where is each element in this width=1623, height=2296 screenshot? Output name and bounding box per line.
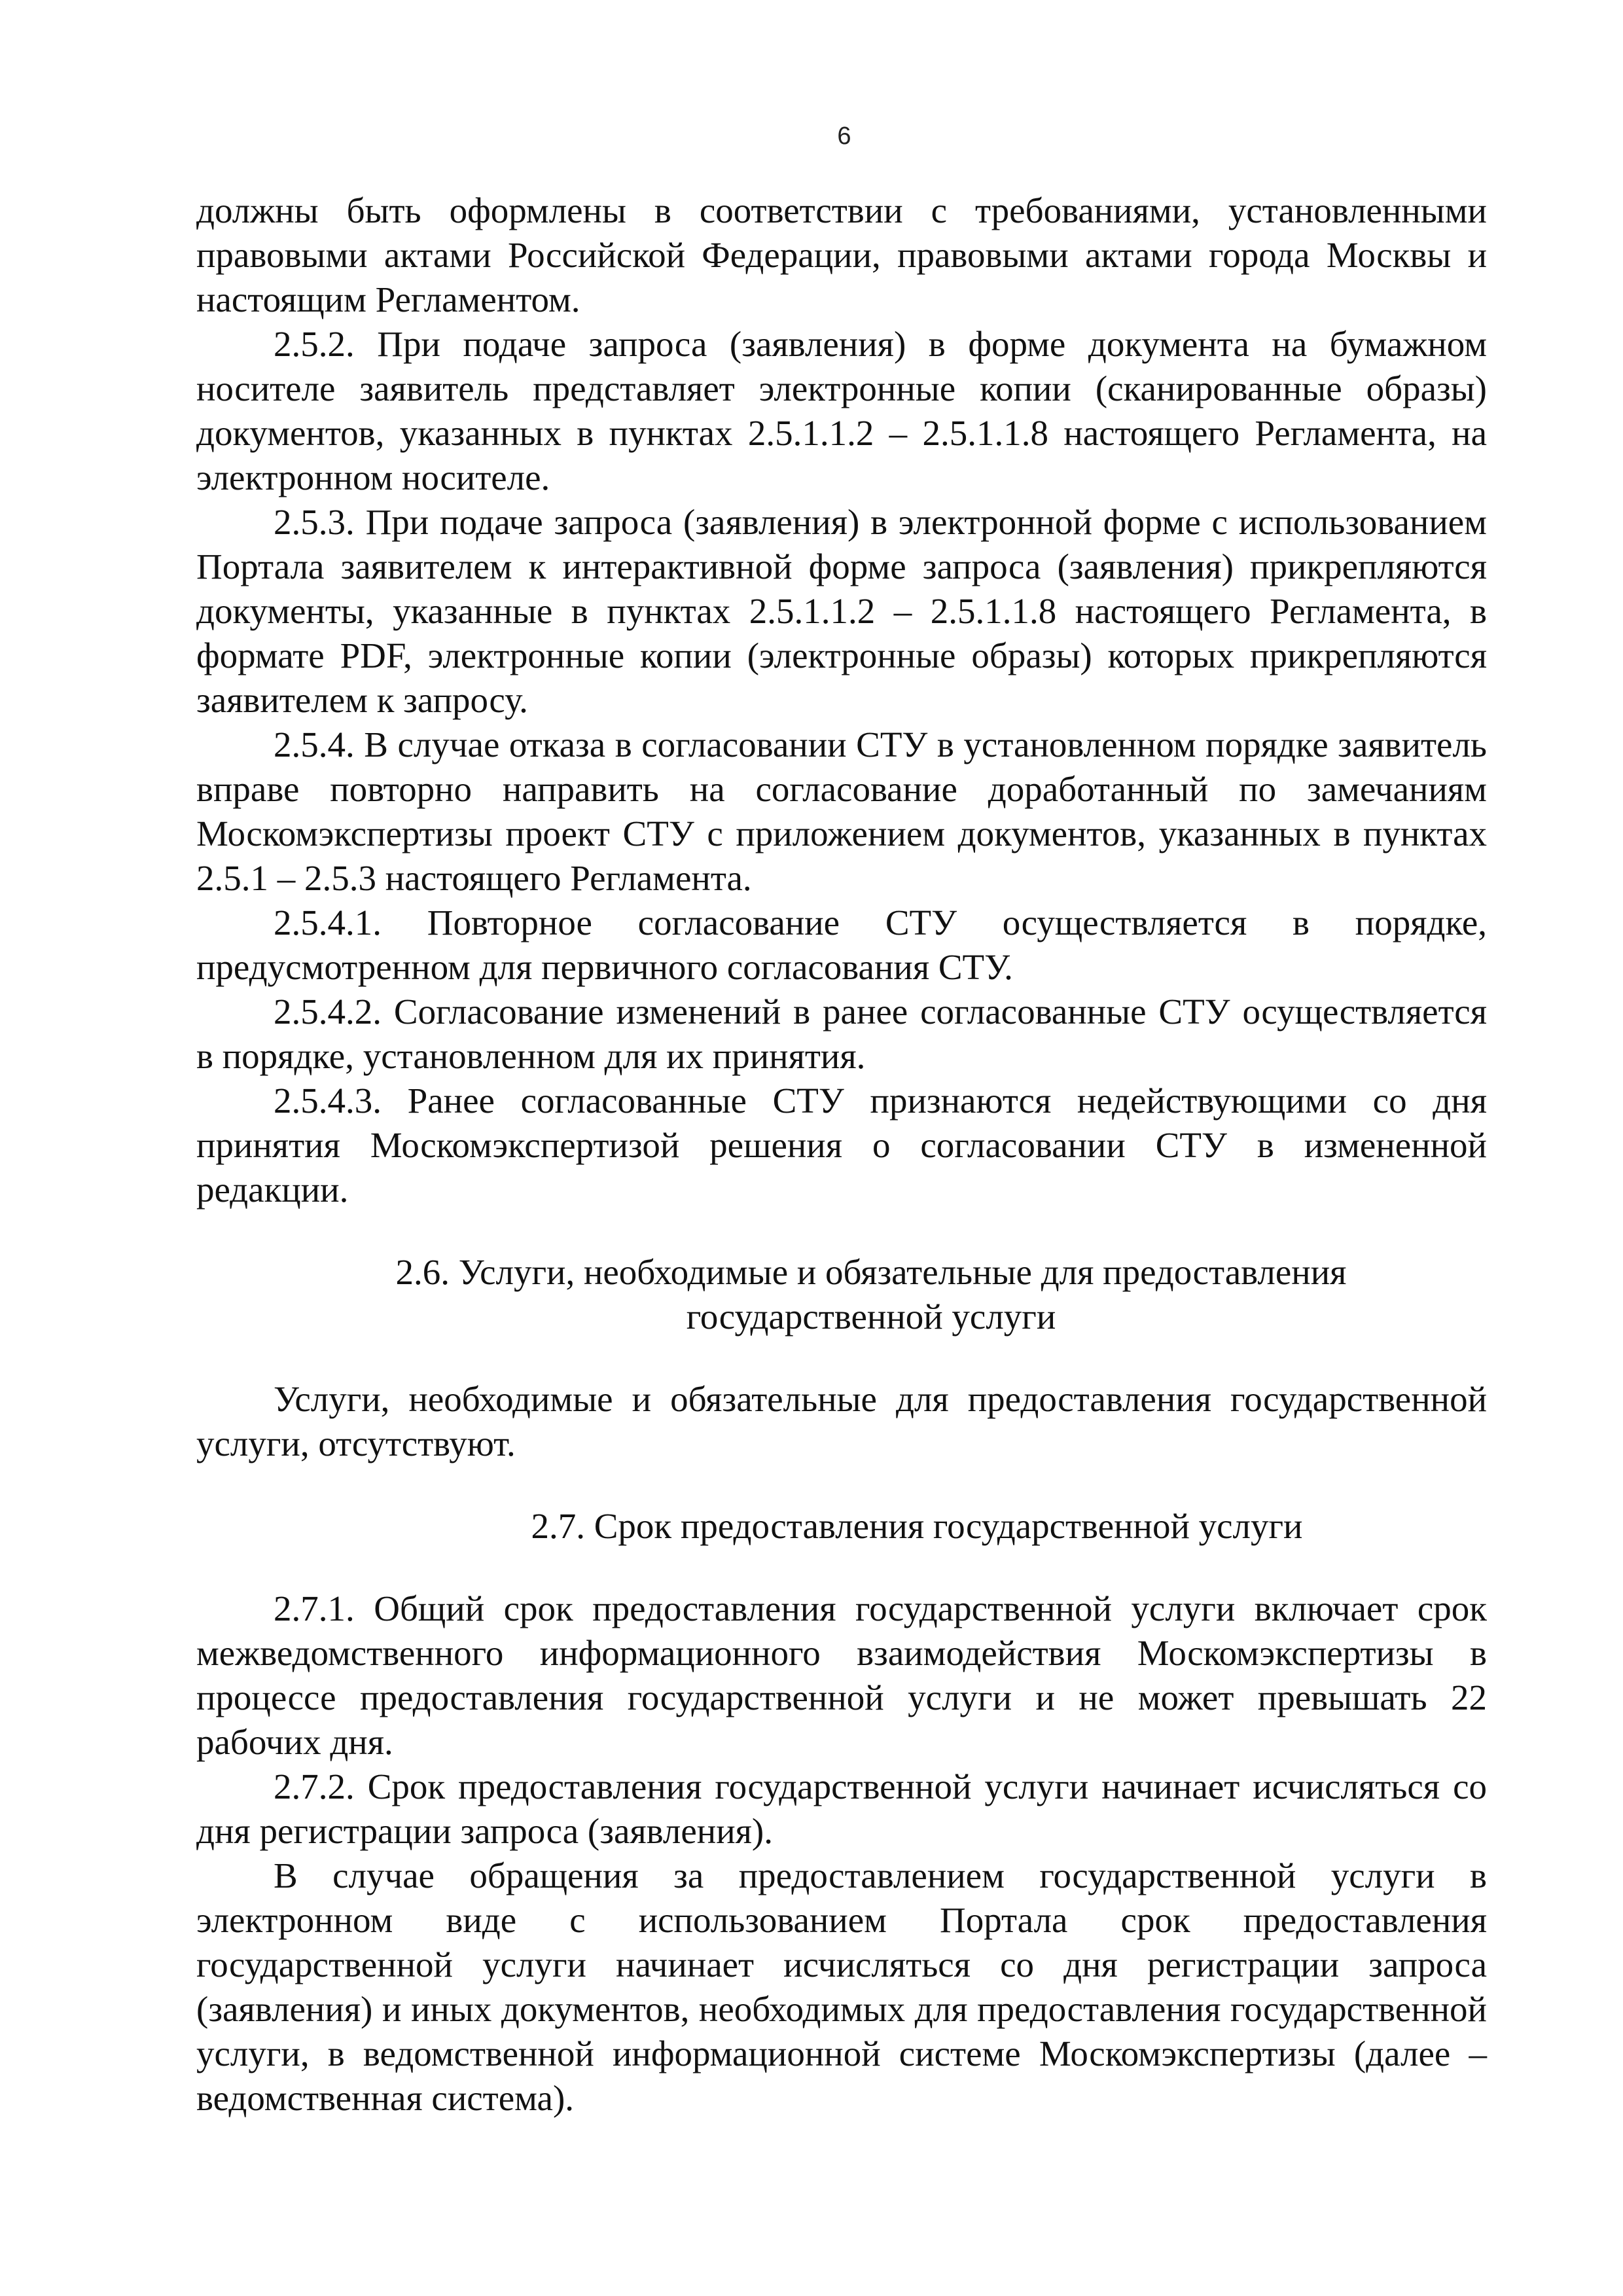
section-heading-2-6-line-2: государственной услуги	[686, 1297, 1056, 1336]
paragraph-2-6-body: Услуги, необходимые и обязательные для предоставления государственной услуги, отсутствуют.	[196, 1379, 1487, 1463]
spacer	[196, 1339, 1487, 1377]
paragraph-2-5-3: 2.5.3. При подаче запроса (заявления) в электронной форме с использованием Портала заявителем к интерактивной форме запроса (заявления) прикрепляются документы, указанные в пунктах 2.5.1.1.2 – 2.5.1.1.8 настоящего Регламента, в формате PDF, электронные копии (электронные образы) которых прикрепляются заявителем к запросу.	[196, 502, 1487, 720]
paragraph-continuation: должны быть оформлены в соответствии с требованиями, установленными правовыми актами Российской Федерации, правовыми актами города Москвы и настоящим Регламентом.	[196, 190, 1487, 319]
paragraph-2-5-2: 2.5.2. При подаче запроса (заявления) в форме документа на бумажном носителе заявитель представляет электронные копии (сканированные образы) документов, указанных в пунктах 2.5.1.1.2 – 2.5.1.1.8 настоящего Регламента, на электронном носителе.	[196, 324, 1487, 497]
paragraph-2-5-4-2: 2.5.4.2. Согласование изменений в ранее согласованные СТУ осуществляется в порядке, установленном для их принятия.	[196, 992, 1487, 1076]
page-number: 6	[837, 122, 851, 150]
spacer	[196, 1549, 1487, 1587]
paragraph-2-7-2-continued: В случае обращения за предоставлением государственной услуги в электронном виде с использованием Портала срок предоставления государственной услуги начинает исчисляться со дня регистрации запроса (заявления) и иных документов, необходимых для предоставления государственной услуги, в ведомственной информационной системе Москомэкспертизы (далее – ведомственная система).	[196, 1856, 1487, 2118]
section-heading-2-7: 2.7. Срок предоставления государственной услуги	[531, 1506, 1303, 1546]
paragraph-2-5-4-3: 2.5.4.3. Ранее согласованные СТУ признаются недействующими со дня принятия Москомэкспертизой решения о согласовании СТУ в измененной редакции.	[196, 1081, 1487, 1210]
document-body	[196, 188, 1487, 2121]
spacer	[196, 1466, 1487, 1504]
spacer	[196, 1212, 1487, 1250]
section-heading-2-6-line-1: 2.6. Услуги, необходимые и обязательные для предоставления	[395, 1252, 1347, 1292]
paragraph-2-5-4-1: 2.5.4.1. Повторное согласование СТУ осуществляется в порядке, предусмотренном для первичного согласования СТУ.	[196, 903, 1487, 987]
paragraph-2-5-4: 2.5.4. В случае отказа в согласовании СТУ в установленном порядке заявитель вправе повторно направить на согласование доработанный по замечаниям Москомэкспертизы проект СТУ с приложением документов, указанных в пунктах 2.5.1 – 2.5.3 настоящего Регламента.	[196, 725, 1487, 898]
paragraph-2-7-2: 2.7.2. Срок предоставления государственной услуги начинает исчисляться со дня регистрации запроса (заявления).	[196, 1767, 1487, 1851]
paragraph-2-7-1: 2.7.1. Общий срок предоставления государственной услуги включает срок межведомственного информационного взаимодействия Москомэкспертизы в процессе предоставления государственной услуги и не может превышать 22 рабочих дня.	[196, 1588, 1487, 1762]
